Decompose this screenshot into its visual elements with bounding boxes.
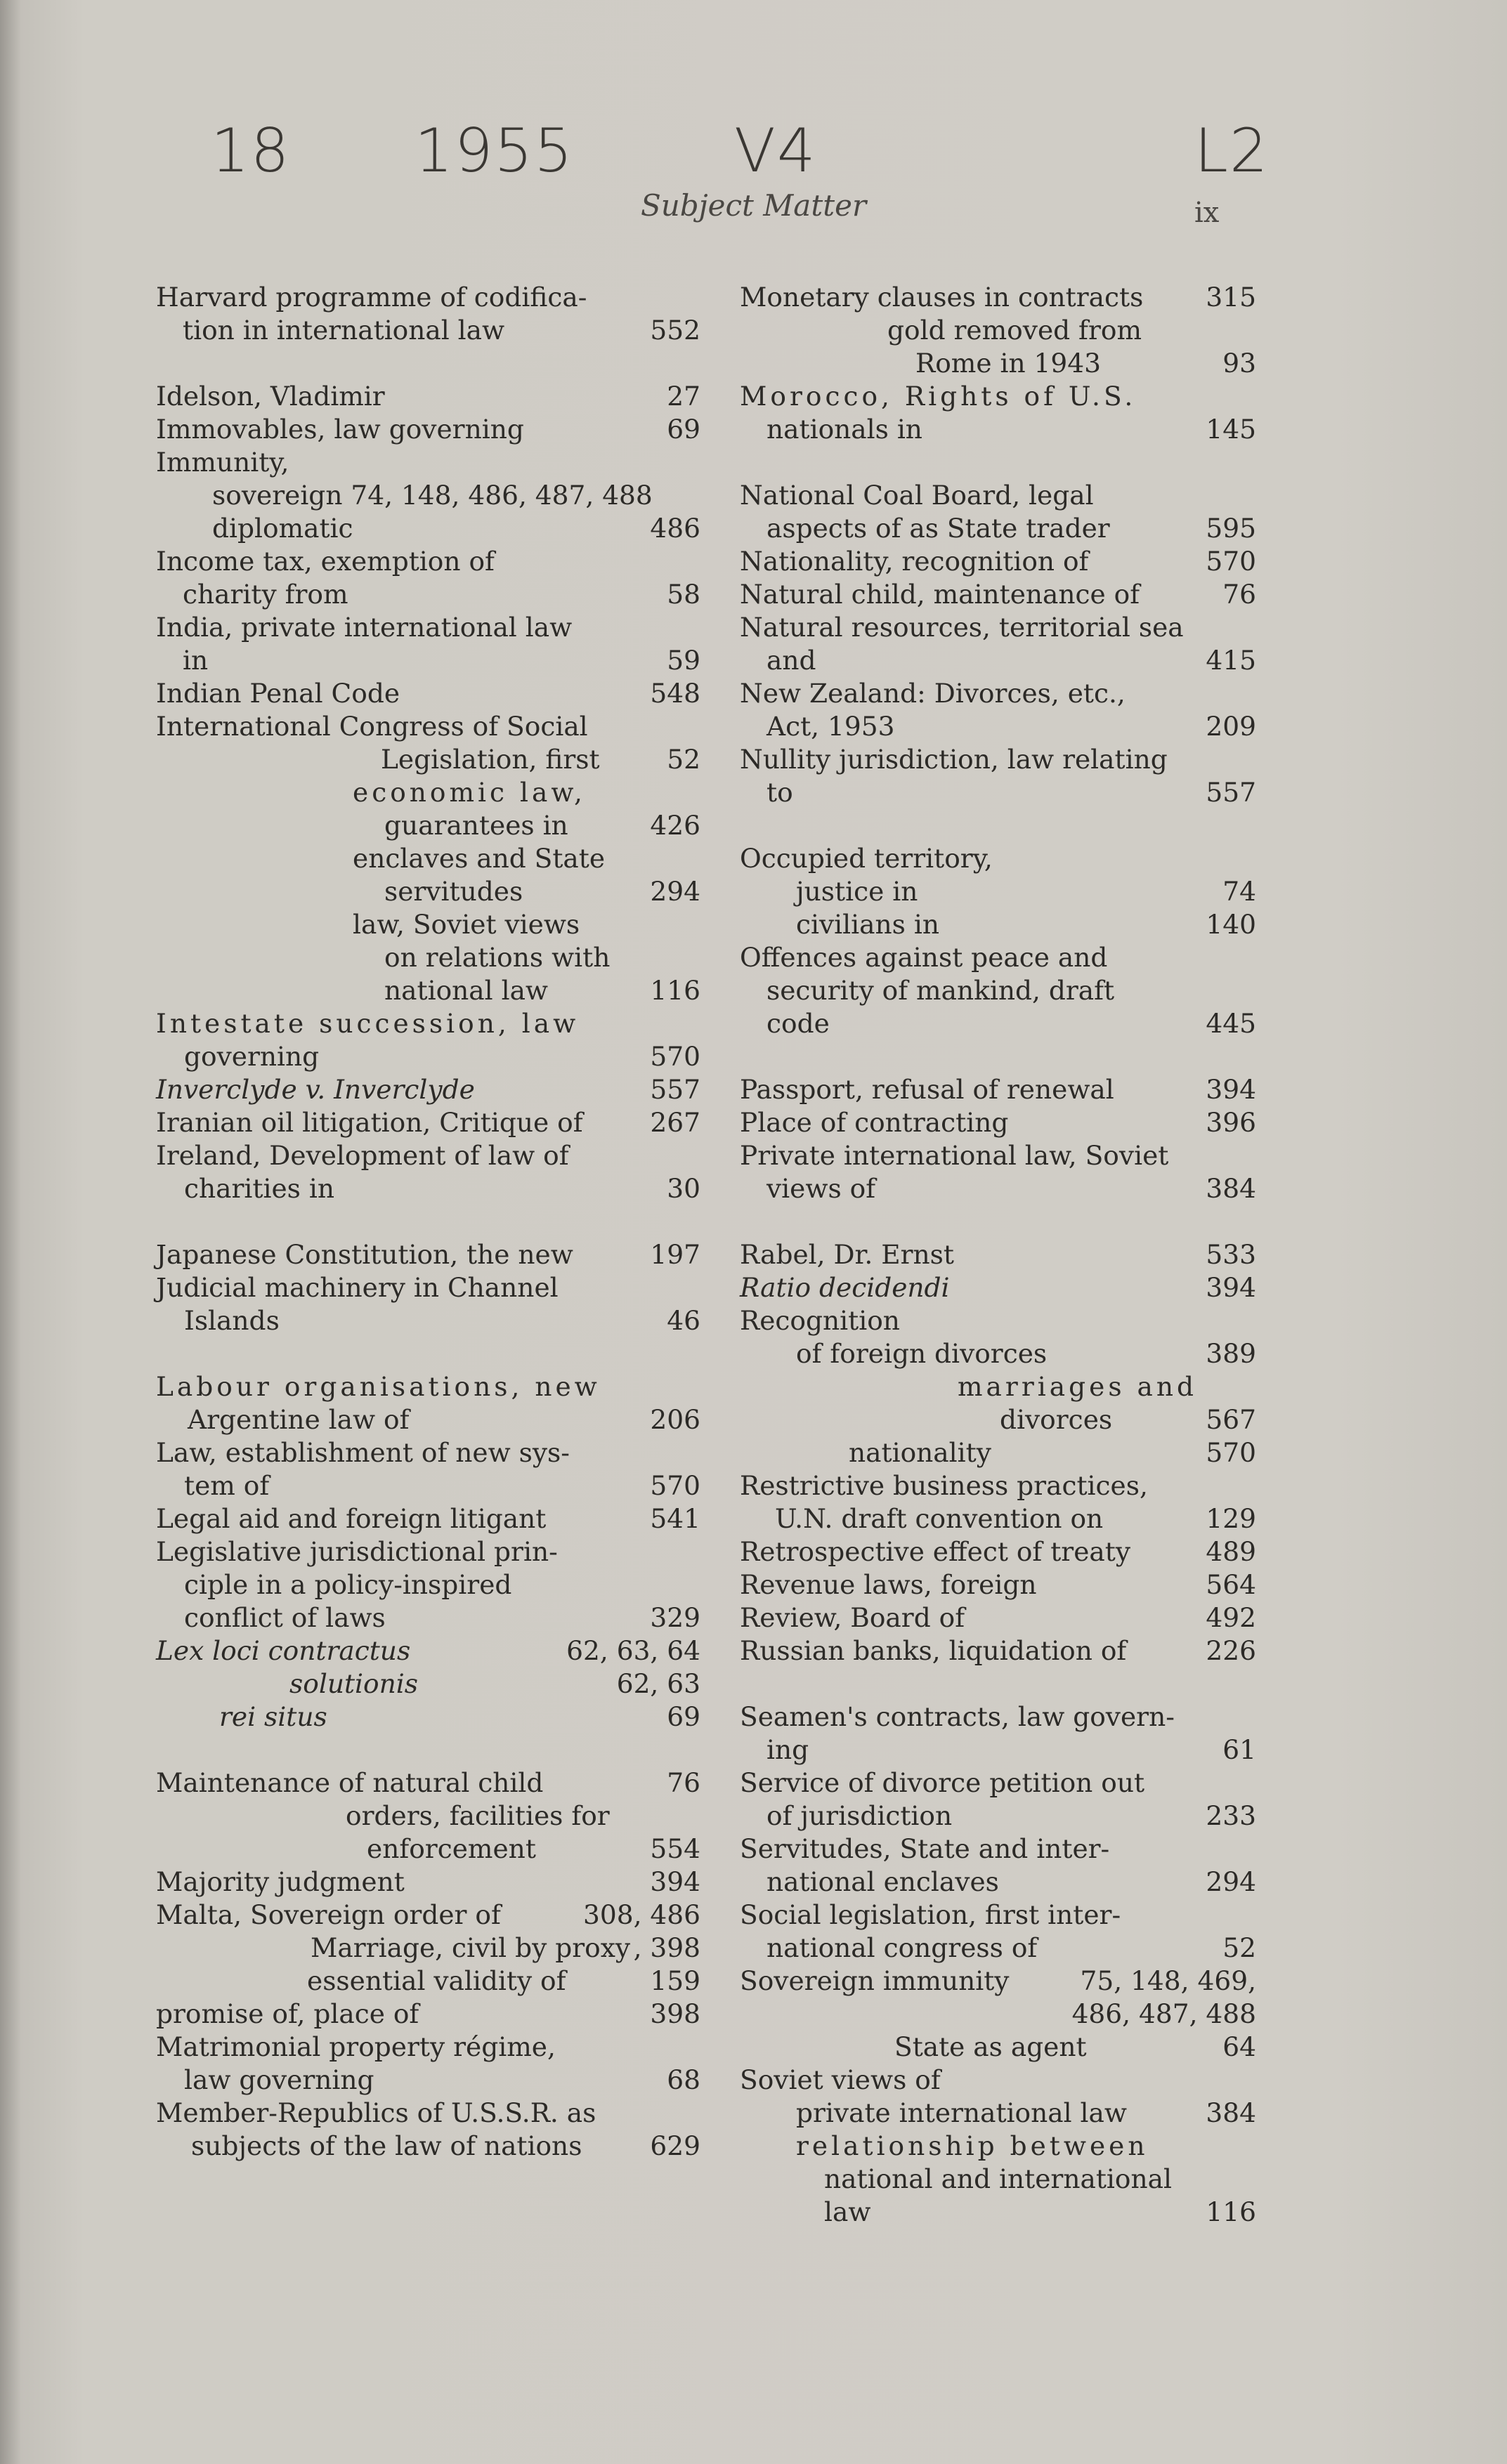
- page-reference: 486: [650, 513, 700, 544]
- left-entry: [156, 1469, 700, 1502]
- page-reference: 554: [650, 1833, 700, 1864]
- index-term: State as agent: [894, 2031, 1087, 2062]
- page-reference: 329: [650, 1602, 700, 1633]
- index-term: of foreign divorces: [796, 1338, 1048, 1369]
- index-term: Review, Board of: [740, 1602, 965, 1633]
- right-entry: [740, 1998, 1256, 2031]
- right-entry: [740, 677, 1256, 710]
- page-reference: 46: [667, 1305, 700, 1336]
- index-term: on relations with: [384, 942, 611, 973]
- left-entry: [156, 1073, 700, 1106]
- index-term: Soviet views of: [740, 2064, 941, 2095]
- index-term: Member-Republics of U.S.S.R. as: [156, 2097, 596, 2128]
- index-term: Immovables, law governing: [156, 414, 524, 445]
- right-entry: [740, 1403, 1256, 1436]
- index-term: charities in: [184, 1173, 334, 1204]
- index-term: National Coal Board, legal: [740, 480, 1094, 511]
- left-entry: [156, 1800, 700, 1833]
- index-term: national congress of: [766, 1932, 1038, 1963]
- left-entry: [156, 512, 700, 545]
- left-entry: [156, 611, 700, 644]
- right-entry: [740, 380, 1256, 413]
- right-entry: [740, 743, 1256, 776]
- left-entry: [156, 1502, 700, 1535]
- index-term: enforcement: [367, 1833, 536, 1864]
- left-entry: [156, 1767, 700, 1800]
- left-entry: [156, 1932, 700, 1965]
- left-entry: [156, 1667, 700, 1700]
- page-reference: 52: [667, 744, 700, 775]
- right-entry: [740, 1800, 1256, 1833]
- page-reference: 489: [1206, 1536, 1256, 1567]
- right-spacer: [740, 1205, 1256, 1238]
- right-entry: [740, 1370, 1256, 1403]
- page-reference: 384: [1206, 1173, 1256, 1204]
- index-term: national enclaves: [766, 1866, 999, 1897]
- index-term: Monetary clauses in contracts: [740, 282, 1144, 313]
- index-term: Nullity jurisdiction, law relating: [740, 744, 1168, 775]
- right-entry: [740, 347, 1256, 380]
- page-reference: 426: [650, 810, 700, 841]
- index-term: Lex loci contractus: [156, 1635, 411, 1666]
- page-reference: 69: [667, 414, 700, 445]
- left-entry: [156, 1568, 700, 1601]
- index-term: marriages and: [958, 1371, 1197, 1402]
- right-spacer: [740, 446, 1256, 479]
- index-term: Seamen's contracts, law govern-: [740, 1701, 1175, 1732]
- right-entry: [740, 1436, 1256, 1469]
- left-entry: [156, 809, 700, 842]
- left-entry: [156, 776, 700, 809]
- left-entry: [156, 1866, 700, 1899]
- index-term: Maintenance of natural child: [156, 1767, 544, 1798]
- index-term: aspects of as State trader: [766, 513, 1110, 544]
- index-column-right: [740, 281, 1256, 2229]
- page-reference: 159: [650, 1965, 700, 1996]
- index-term: Idelson, Vladimir: [156, 381, 385, 412]
- left-spacer: [156, 1734, 700, 1767]
- right-entry: [740, 2064, 1256, 2097]
- left-entry: [156, 413, 700, 446]
- left-entry: [156, 2130, 700, 2163]
- index-term: Social legislation, first inter-: [740, 1899, 1121, 1930]
- left-entry: [156, 1700, 700, 1734]
- index-term: India, private international law: [156, 612, 573, 643]
- right-entry: [740, 611, 1256, 644]
- left-entry: [156, 1172, 700, 1205]
- page-reference: 384: [1206, 2097, 1256, 2128]
- left-entry: [156, 710, 700, 743]
- index-term: solutionis: [289, 1668, 418, 1699]
- left-entry: [156, 1007, 700, 1040]
- page-reference: 548: [650, 678, 700, 709]
- index-term: charity from: [183, 579, 348, 610]
- index-term: nationality: [849, 1437, 991, 1468]
- right-entry: [740, 1271, 1256, 1304]
- index-term: Natural resources, territorial sea: [740, 612, 1184, 643]
- index-term: Restrictive business practices,: [740, 1470, 1148, 1501]
- page-reference: 486, 487, 488: [1071, 1998, 1256, 2029]
- left-entry: [156, 1998, 700, 2031]
- right-entry: [740, 413, 1256, 446]
- page-reference: 570: [650, 1470, 700, 1501]
- left-entry: [156, 1403, 700, 1436]
- page-reference: 27: [667, 381, 700, 412]
- left-entry: [156, 545, 700, 578]
- index-term: private international law: [796, 2097, 1128, 2128]
- index-term: justice in: [796, 876, 918, 907]
- page-number: ix: [1194, 197, 1220, 229]
- right-entry: [740, 1535, 1256, 1568]
- right-entry: [740, 1304, 1256, 1337]
- right-entry: [740, 842, 1256, 875]
- left-entry: [156, 1304, 700, 1337]
- index-term: Passport, refusal of renewal: [740, 1074, 1114, 1105]
- page-reference: 62, 63: [616, 1668, 700, 1699]
- left-entry: [156, 2097, 700, 2130]
- page-reference: 595: [1206, 513, 1256, 544]
- index-term: Intestate succession, law: [156, 1008, 580, 1039]
- index-term: divorces: [1000, 1404, 1113, 1435]
- page-reference: 557: [650, 1074, 700, 1105]
- index-term: Judicial machinery in Channel: [156, 1272, 559, 1303]
- right-entry: [740, 1469, 1256, 1502]
- index-term: Rome in 1943: [915, 348, 1101, 379]
- left-entry: [156, 743, 700, 776]
- left-spacer: [156, 1337, 700, 1370]
- index-term: International Congress of Social: [156, 711, 588, 742]
- right-entry: [740, 1106, 1256, 1139]
- index-term: Occupied territory,: [740, 843, 993, 874]
- page-reference: 533: [1206, 1239, 1256, 1270]
- right-entry: [740, 2130, 1256, 2163]
- left-entry: [156, 1271, 700, 1304]
- page-reference: 396: [1206, 1107, 1256, 1138]
- page-reference: 445: [1206, 1008, 1256, 1039]
- index-term: Act, 1953: [766, 711, 895, 742]
- index-term: views of: [766, 1173, 876, 1204]
- index-term: Offences against peace and: [740, 942, 1108, 973]
- page-reference: 389: [1206, 1338, 1256, 1369]
- index-term: Matrimonial property régime,: [156, 2031, 556, 2062]
- left-entry: [156, 644, 700, 677]
- index-term: Legislation, first: [381, 744, 600, 775]
- right-entry: [740, 1932, 1256, 1965]
- index-term: ciple in a policy-inspired: [184, 1569, 512, 1600]
- index-term: guarantees in: [384, 810, 568, 841]
- left-entry: [156, 842, 700, 875]
- index-term: Servitudes, State and inter-: [740, 1833, 1110, 1864]
- right-entry: [740, 1734, 1256, 1767]
- page-reference: 129: [1206, 1503, 1256, 1534]
- index-term: national law: [384, 975, 549, 1006]
- page-reference: 206: [650, 1404, 700, 1435]
- page-reference: 267: [650, 1107, 700, 1138]
- running-header: Subject Matter: [640, 188, 867, 223]
- index-term: Law, establishment of new sys-: [156, 1437, 570, 1468]
- right-entry: [740, 2097, 1256, 2130]
- page-reference: 294: [650, 876, 700, 907]
- index-term: Majority judgment: [156, 1866, 405, 1897]
- right-spacer: [740, 1667, 1256, 1700]
- page-reference: 492: [1206, 1602, 1256, 1633]
- index-term: nationals in: [766, 414, 922, 445]
- index-term: Retrospective effect of treaty: [740, 1536, 1130, 1567]
- index-term: Immunity,: [156, 447, 289, 478]
- right-entry: [740, 1634, 1256, 1667]
- left-entry: [156, 1899, 700, 1932]
- index-term: Morocco, Rights of U.S.: [740, 381, 1137, 412]
- index-term: relationship between: [796, 2130, 1149, 2161]
- page-reference: 69: [667, 1701, 700, 1732]
- index-term: subjects of the law of nations: [191, 2130, 582, 2161]
- left-entry: [156, 1106, 700, 1139]
- index-term: servitudes: [384, 876, 523, 907]
- index-term: Islands: [184, 1305, 280, 1336]
- index-term: Labour organisations, new: [156, 1371, 601, 1402]
- page-reference: 552: [650, 315, 700, 346]
- index-term: national and international: [824, 2163, 1172, 2194]
- index-term: Harvard programme of codifica-: [156, 282, 587, 313]
- page-reference: 75, 148, 469,: [1080, 1965, 1256, 1996]
- left-entry: [156, 1238, 700, 1271]
- left-entry: [156, 2031, 700, 2064]
- page-reference: 145: [1206, 414, 1256, 445]
- index-term: to: [766, 777, 793, 808]
- index-term: Service of divorce petition out: [740, 1767, 1145, 1798]
- index-term: Japanese Constitution, the new: [156, 1239, 573, 1270]
- page-reference: 76: [667, 1767, 700, 1798]
- index-term: tion in international law: [183, 315, 505, 346]
- right-entry: [740, 1965, 1256, 1998]
- right-entry: [740, 2031, 1256, 2064]
- index-term: orders, facilities for: [346, 1800, 610, 1831]
- page-reference: , 398: [633, 1932, 700, 1963]
- right-entry: [740, 545, 1256, 578]
- right-entry: [740, 1139, 1256, 1172]
- index-term: Income tax, exemption of: [156, 546, 495, 577]
- right-entry: [740, 644, 1256, 677]
- right-entry: [740, 2163, 1256, 2196]
- index-term: Argentine law of: [188, 1404, 410, 1435]
- right-entry: [740, 1568, 1256, 1601]
- left-entry: [156, 974, 700, 1007]
- index-term: Rabel, Dr. Ernst: [740, 1239, 954, 1270]
- page-reference: 62, 63, 64: [566, 1635, 700, 1666]
- page-reference: 567: [1206, 1404, 1256, 1435]
- left-entry: [156, 281, 700, 314]
- right-entry: [740, 1601, 1256, 1634]
- page-reference: 140: [1206, 909, 1256, 940]
- right-entry: [740, 908, 1256, 941]
- right-entry: [740, 1833, 1256, 1866]
- page-reference: 570: [1206, 546, 1256, 577]
- left-entry: [156, 1965, 700, 1998]
- right-entry: [740, 578, 1256, 611]
- left-entry: [156, 314, 700, 347]
- index-term: Legislative jurisdictional prin-: [156, 1536, 558, 1567]
- page-reference: 74: [1222, 876, 1256, 907]
- index-column-left: [156, 281, 700, 2163]
- index-term: law, Soviet views: [353, 909, 580, 940]
- index-term: Malta, Sovereign order of: [156, 1899, 501, 1930]
- page-reference: 394: [1206, 1272, 1256, 1303]
- page-reference: 570: [650, 1041, 700, 1072]
- right-spacer: [740, 809, 1256, 842]
- page-reference: 68: [667, 2064, 700, 2095]
- index-term: Ratio decidendi: [740, 1272, 950, 1303]
- right-entry: [740, 512, 1256, 545]
- right-entry: [740, 710, 1256, 743]
- index-term: tem of: [184, 1470, 270, 1501]
- index-term: code: [766, 1008, 830, 1039]
- index-term: Place of contracting: [740, 1107, 1009, 1138]
- page-reference: 61: [1222, 1734, 1256, 1765]
- page-reference: 116: [650, 975, 700, 1006]
- page-reference: 398: [650, 1998, 700, 2029]
- left-entry: [156, 1601, 700, 1634]
- index-term: security of mankind, draft: [766, 975, 1115, 1006]
- right-entry: [740, 314, 1256, 347]
- left-entry: [156, 1833, 700, 1866]
- index-term: sovereign 74, 148, 486, 487, 488: [212, 480, 653, 511]
- page-reference: 394: [1206, 1074, 1256, 1105]
- index-term: Nationality, recognition of: [740, 546, 1089, 577]
- right-entry: [740, 941, 1256, 974]
- index-term: Iranian oil litigation, Critique of: [156, 1107, 583, 1138]
- page-reference: 315: [1206, 282, 1256, 313]
- index-term: enclaves and State: [353, 843, 606, 874]
- index-term: U.N. draft convention on: [775, 1503, 1104, 1534]
- index-term: Ireland, Development of law of: [156, 1140, 569, 1171]
- index-term: Sovereign immunity: [740, 1965, 1010, 1996]
- right-entry: [740, 281, 1256, 314]
- page-reference: 541: [650, 1503, 700, 1534]
- index-term: Marriage, civil by proxy: [311, 1932, 631, 1963]
- page-reference: 415: [1206, 645, 1256, 676]
- page-reference: 557: [1206, 777, 1256, 808]
- right-entry: [740, 1238, 1256, 1271]
- index-term: of jurisdiction: [766, 1800, 953, 1831]
- left-entry: [156, 908, 700, 941]
- index-term: New Zealand: Divorces, etc.,: [740, 678, 1126, 709]
- left-entry: [156, 941, 700, 974]
- right-entry: [740, 1172, 1256, 1205]
- page-reference: 308, 486: [583, 1899, 700, 1930]
- right-entry: [740, 2196, 1256, 2229]
- page-reference: 116: [1206, 2196, 1256, 2227]
- index-term: and: [766, 645, 816, 676]
- handwritten-note-3: V4: [734, 116, 817, 186]
- index-term: ing: [766, 1734, 809, 1765]
- index-term: diplomatic: [212, 513, 353, 544]
- index-term: law: [824, 2196, 871, 2227]
- page-reference: 629: [650, 2130, 700, 2161]
- page-reference: 294: [1206, 1866, 1256, 1897]
- left-entry: [156, 479, 700, 512]
- right-entry: [740, 776, 1256, 809]
- index-term: in: [183, 645, 209, 676]
- left-entry: [156, 1370, 700, 1403]
- left-entry: [156, 1535, 700, 1568]
- left-entry: [156, 1139, 700, 1172]
- index-term: essential validity of: [307, 1965, 566, 1996]
- page-reference: 394: [650, 1866, 700, 1897]
- right-entry: [740, 1899, 1256, 1932]
- page-reference: 52: [1222, 1932, 1256, 1963]
- page-reference: 197: [650, 1239, 700, 1270]
- page-reference: 59: [667, 645, 700, 676]
- page-reference: 226: [1206, 1635, 1256, 1666]
- index-term: Legal aid and foreign litigant: [156, 1503, 547, 1534]
- left-entry: [156, 1436, 700, 1469]
- page-reference: 76: [1222, 579, 1256, 610]
- right-entry: [740, 1866, 1256, 1899]
- right-entry: [740, 1007, 1256, 1040]
- handwritten-note-1: 18: [211, 116, 291, 186]
- left-entry: [156, 380, 700, 413]
- right-entry: [740, 1767, 1256, 1800]
- left-spacer: [156, 347, 700, 380]
- left-entry: [156, 1040, 700, 1073]
- left-entry: [156, 677, 700, 710]
- page-reference: 93: [1222, 348, 1256, 379]
- index-term: Inverclyde v. Inverclyde: [156, 1074, 475, 1105]
- page-reference: 233: [1206, 1800, 1256, 1831]
- page-reference: 64: [1222, 2031, 1256, 2062]
- index-term: Recognition: [740, 1305, 900, 1336]
- index-term: law governing: [184, 2064, 374, 2095]
- right-entry: [740, 875, 1256, 908]
- page-reference: 30: [667, 1173, 700, 1204]
- index-term: governing: [184, 1041, 320, 1072]
- handwritten-note-2: 1955: [415, 116, 574, 186]
- left-entry: [156, 446, 700, 479]
- left-spacer: [156, 1205, 700, 1238]
- index-term: Natural child, maintenance of: [740, 579, 1140, 610]
- page-reference: 570: [1206, 1437, 1256, 1468]
- right-entry: [740, 1502, 1256, 1535]
- page-reference: 58: [667, 579, 700, 610]
- index-term: rei situs: [219, 1701, 327, 1732]
- right-entry: [740, 1073, 1256, 1106]
- left-entry: [156, 1634, 700, 1667]
- index-term: civilians in: [796, 909, 939, 940]
- index-term: gold removed from: [887, 315, 1142, 346]
- right-entry: [740, 1700, 1256, 1734]
- index-term: Revenue laws, foreign: [740, 1569, 1037, 1600]
- left-entry: [156, 578, 700, 611]
- index-term: economic law,: [353, 777, 586, 808]
- right-entry: [740, 1337, 1256, 1370]
- index-term: conflict of laws: [184, 1602, 386, 1633]
- right-entry: [740, 974, 1256, 1007]
- page-reference: 564: [1206, 1569, 1256, 1600]
- index-term: Indian Penal Code: [156, 678, 400, 709]
- right-entry: [740, 479, 1256, 512]
- index-term: promise of, place of: [156, 1998, 419, 2029]
- left-entry: [156, 875, 700, 908]
- left-entry: [156, 2064, 700, 2097]
- index-term: Private international law, Soviet: [740, 1140, 1169, 1171]
- right-spacer: [740, 1040, 1256, 1073]
- handwritten-note-4: L2: [1194, 116, 1270, 186]
- index-term: Russian banks, liquidation of: [740, 1635, 1127, 1666]
- page-reference: 209: [1206, 711, 1256, 742]
